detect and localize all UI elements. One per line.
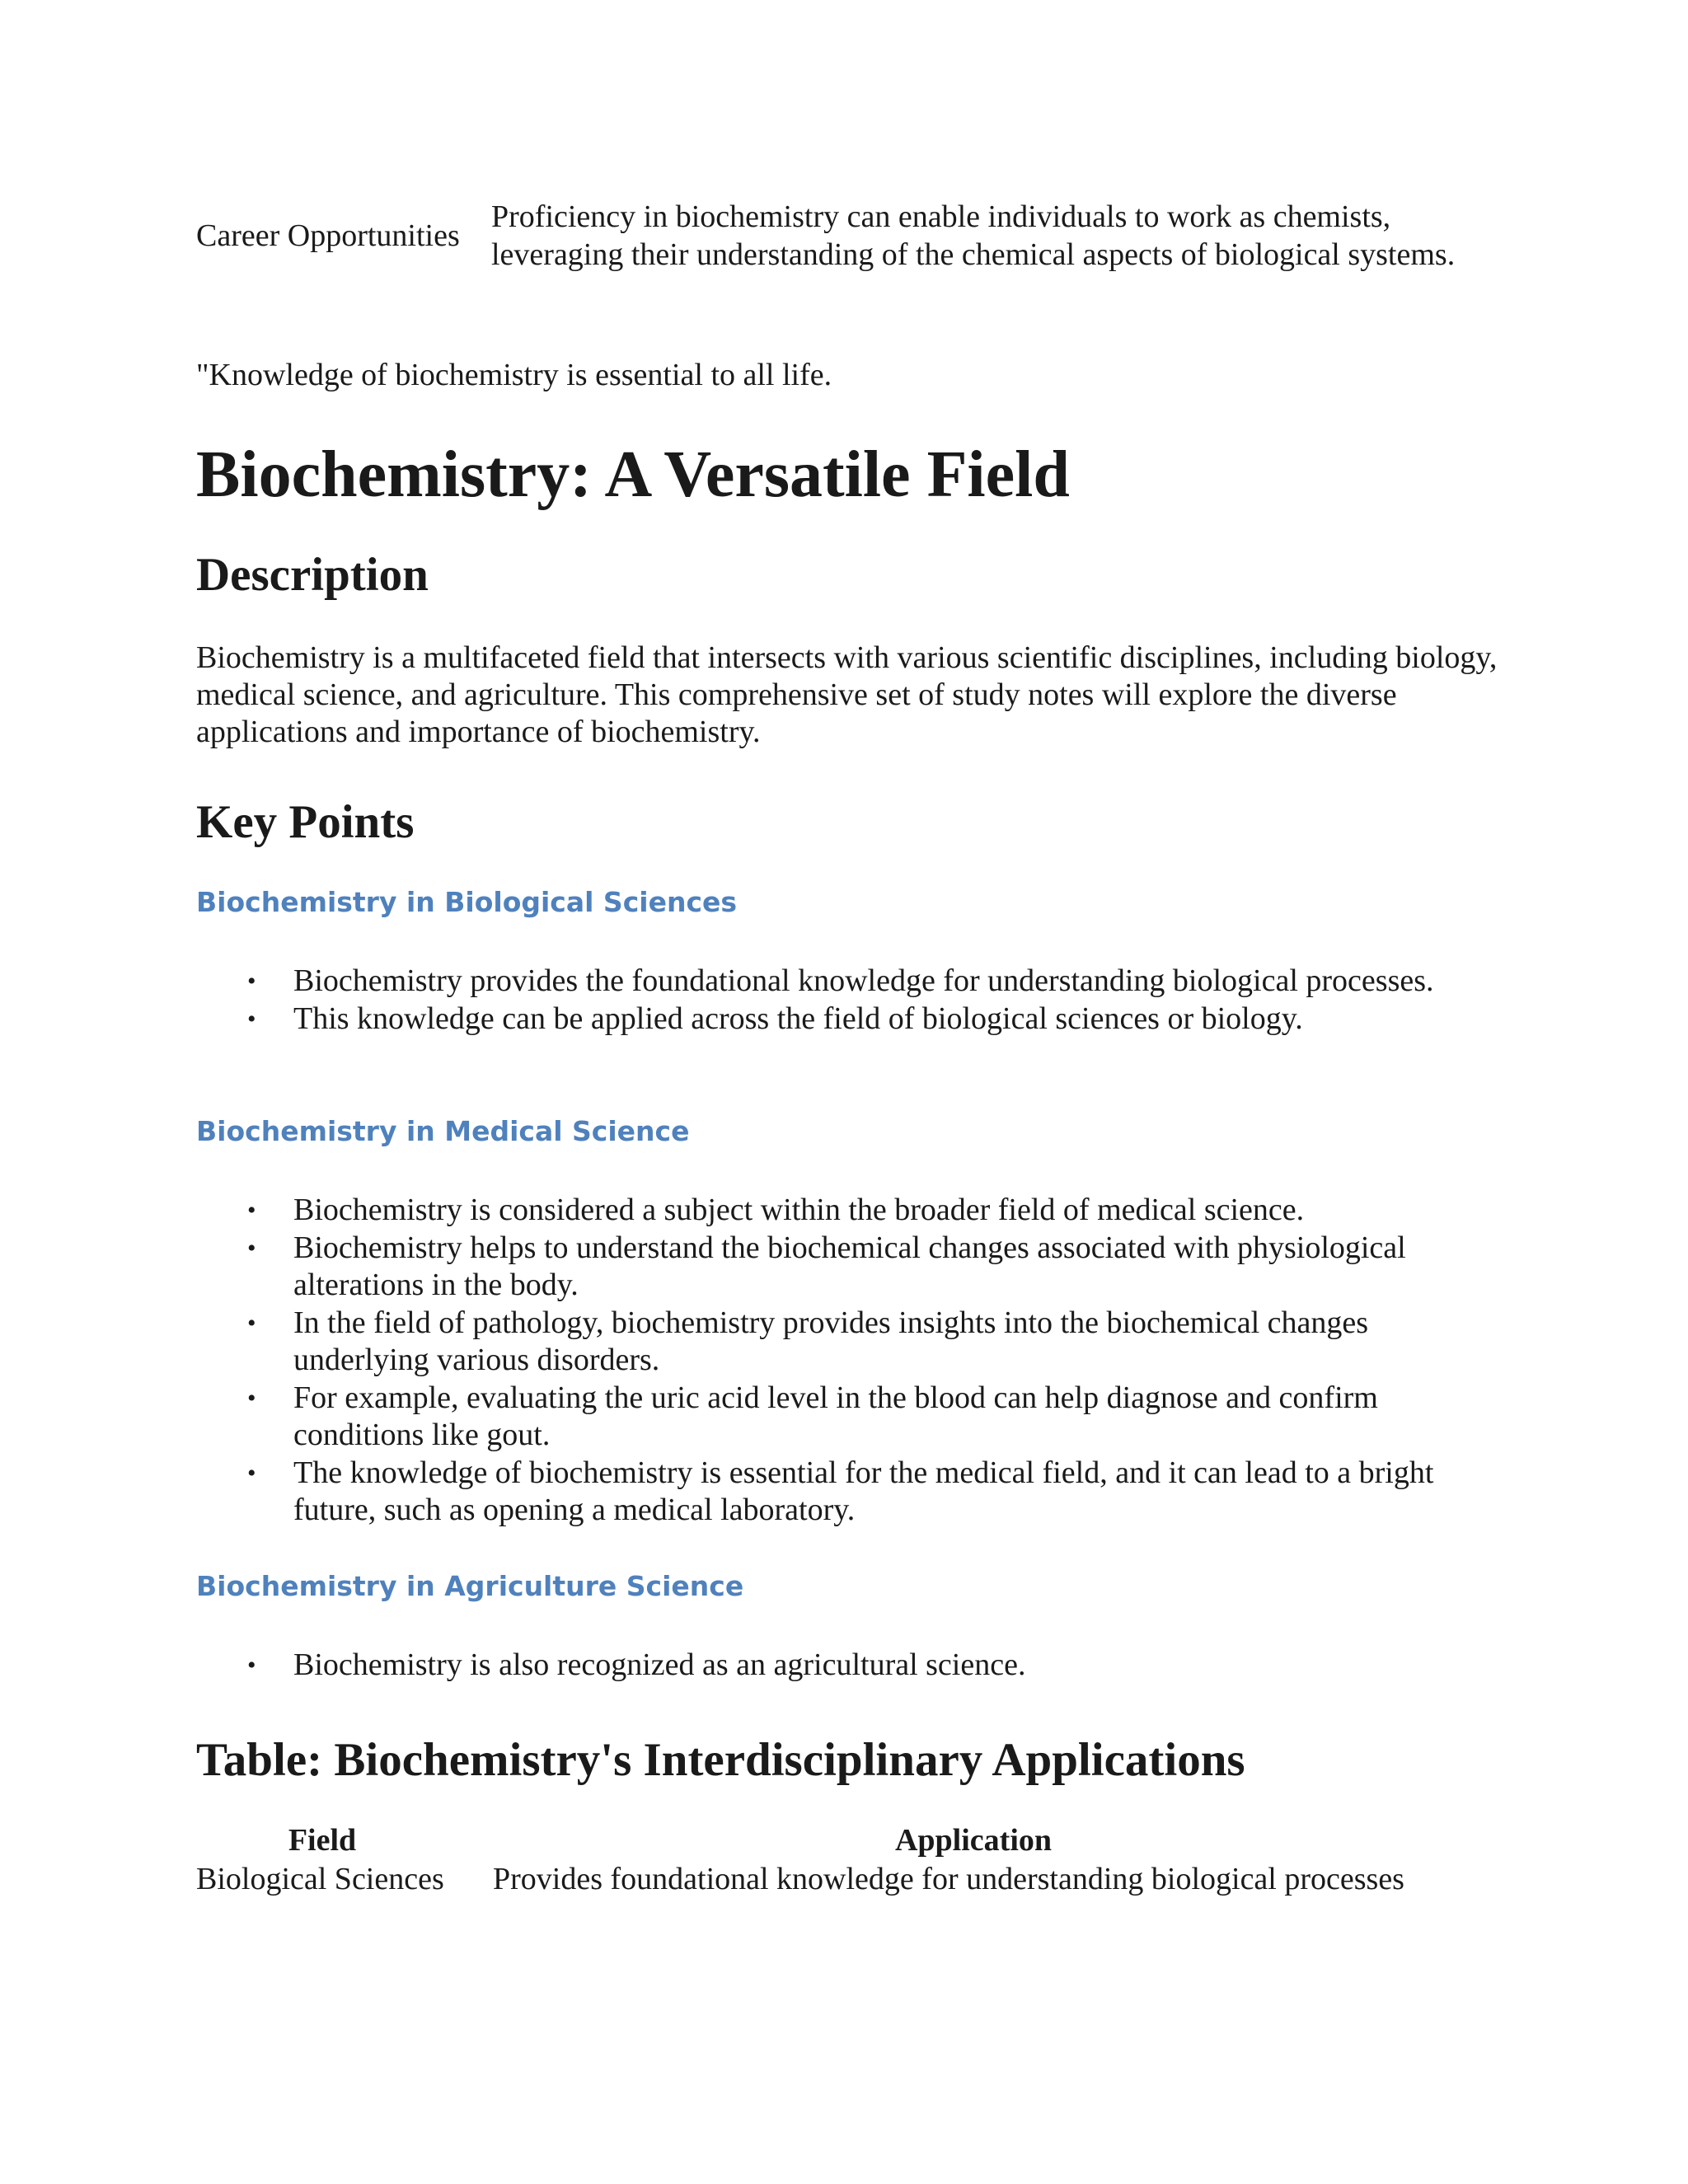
bullet-icon: •	[247, 1459, 256, 1487]
applications-table	[196, 1823, 1498, 1897]
table-row	[196, 198, 1482, 274]
key-points-heading: Key Points	[196, 796, 415, 848]
table-heading: Table: Biochemistry's Interdisciplinary Applications	[196, 1734, 1245, 1786]
bullet-icon: •	[247, 1197, 256, 1224]
column-header-field: Field	[288, 1823, 357, 1858]
page-title: Biochemistry: A Versatile Field	[196, 438, 1070, 511]
career-text: Proficiency in biochemistry can enable individuals to work as chemists, leveraging their understanding of the chemical aspects of biological systems.	[491, 199, 1456, 272]
list-item	[196, 1455, 1482, 1530]
list-item	[196, 1001, 1482, 1038]
bullet-icon: •	[247, 1652, 256, 1679]
description-paragraph: Biochemistry is a multifaceted field that intersects with various scientific disciplines, including biology, medical science, and agriculture. This comprehensive set of study notes will explore the diverse applications and importance of biochemistry.	[196, 640, 1498, 749]
quote-text: "Knowledge of biochemistry is essential to all life.	[196, 358, 832, 392]
table-cell-field: Biological Sciences	[196, 1862, 444, 1896]
bullet-icon: •	[247, 1384, 256, 1412]
bullet-list-agriculture	[196, 1647, 1482, 1685]
bullet-list-biological	[196, 963, 1482, 1038]
career-label: Career Opportunities	[196, 218, 460, 253]
list-item-text: Biochemistry is also recognized as an agricultural science.	[293, 1647, 1026, 1682]
table-cell-application: Provides foundational knowledge for understanding biological processes	[493, 1862, 1404, 1896]
list-item	[196, 963, 1482, 1001]
bullet-icon: •	[247, 1234, 256, 1262]
list-item	[196, 1380, 1482, 1455]
list-item-text: Biochemistry provides the foundational knowledge for understanding biological processes.	[293, 963, 1434, 998]
description-heading: Description	[196, 549, 429, 601]
list-item	[196, 1305, 1482, 1380]
career-table	[196, 198, 1482, 274]
list-item-text: Biochemistry is considered a subject within the broader field of medical science.	[293, 1193, 1305, 1227]
list-item-text: The knowledge of biochemistry is essential for the medical field, and it can lead to a bright future, such as opening a medical laboratory.	[293, 1455, 1434, 1527]
list-item-text: Biochemistry helps to understand the biochemical changes associated with physiological alterations in the body.	[293, 1230, 1406, 1302]
subheading-biological-sciences: Biochemistry in Biological Sciences	[196, 886, 738, 918]
subheading-medical-science: Biochemistry in Medical Science	[196, 1115, 690, 1147]
list-item-text: For example, evaluating the uric acid level in the blood can help diagnose and confirm conditions like gout.	[293, 1380, 1378, 1452]
column-header-application: Application	[894, 1823, 1053, 1858]
bullet-list-medical	[196, 1192, 1482, 1530]
list-item-text: In the field of pathology, biochemistry provides insights into the biochemical changes underlying various disorders.	[293, 1305, 1369, 1377]
bullet-icon: •	[247, 968, 256, 995]
table-row	[196, 1862, 1498, 1897]
list-item	[196, 1192, 1482, 1230]
list-item	[196, 1647, 1482, 1685]
bullet-icon: •	[247, 1309, 256, 1337]
list-item-text: This knowledge can be applied across the field of biological sciences or biology.	[293, 1001, 1303, 1036]
bullet-icon: •	[247, 1005, 256, 1033]
subheading-agriculture-science: Biochemistry in Agriculture Science	[196, 1570, 744, 1602]
list-item	[196, 1230, 1482, 1305]
table-header-row	[196, 1823, 1498, 1862]
